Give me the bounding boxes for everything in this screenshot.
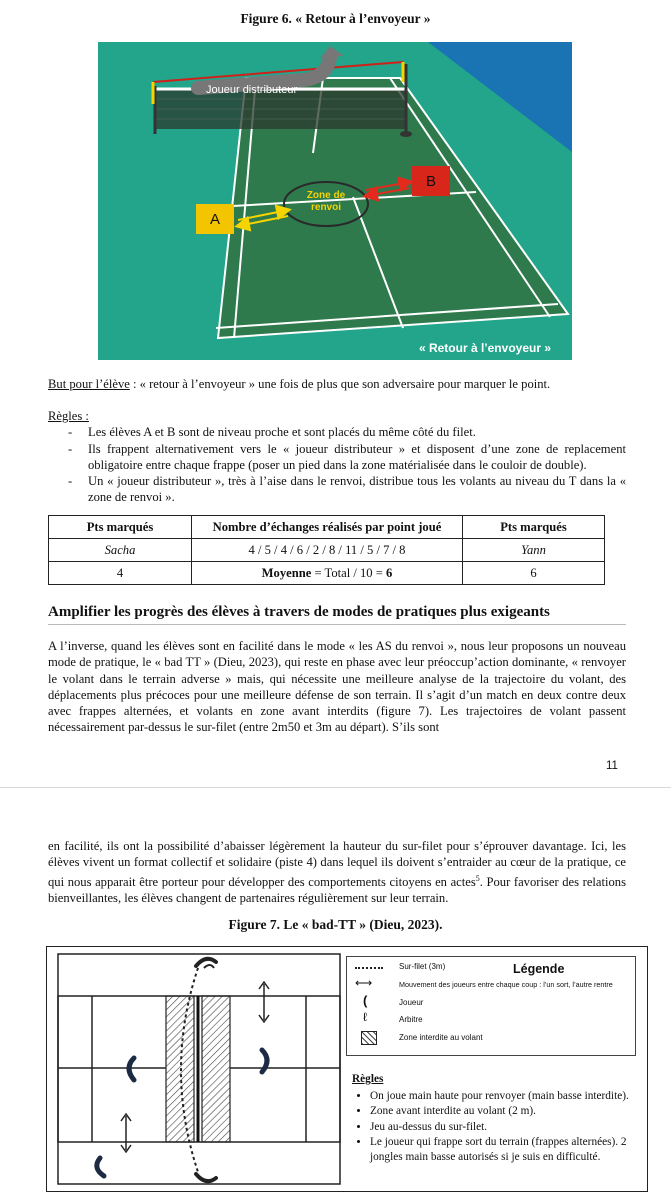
rules2-item: • Jeu au-dessus du sur-filet. (370, 1120, 638, 1135)
zone-label-1: Zone de (306, 190, 346, 201)
rules2-item: • On joue main haute pour renvoyer (main basse interdite). (370, 1089, 638, 1104)
legend-title: Légende (513, 962, 565, 976)
rule-item: - Les élèves A et B sont de niveau proche et sont placés du même côté du filet. (68, 424, 626, 440)
referee-icon: ℓ (363, 1010, 367, 1024)
player-a-label: A (209, 211, 221, 228)
rule-item: - Ils frappent alternativement vers le « joueur distributeur » et disposent d’une zone de replacement obligatoire entre chaque frappe (poser un pied dans la zone matérialisée dans le couloir de double). (68, 441, 626, 474)
average-formula: = Total / 10 = (311, 565, 387, 580)
rule-item: - Un « joueur distributeur », très à l’aise dans le renvoi, distribue tous les volants au niveau du T dans la « zone de renvoi ». (68, 473, 626, 506)
rules-list (68, 424, 626, 505)
legend-item-label: Sur-filet (3m) (399, 962, 446, 971)
player-bracket-icon: ( (363, 993, 368, 1008)
average-label: Moyenne (261, 565, 312, 580)
legend-item-label: Zone interdite au volant (399, 1033, 483, 1042)
forbidden-zone-left (166, 996, 194, 1142)
table-cell-average (192, 562, 463, 585)
rules-block (48, 408, 626, 506)
rules-label: Règles : (48, 409, 89, 423)
distributeur-label: Joueur distributeur (206, 84, 298, 96)
table-header: Pts marqués (49, 516, 192, 539)
page2-paragraph-part1: en facilité, ils ont la possibilité d’abaisser légèrement la hauteur du sur-filet pour s’éprouver davantage. Ici, les élèves vivent un format collectif et solidaire (piste 4) dans lequel ils doivent s’entraider au cœur de la pratique, ce qui nous apparait être porteur pour développer des comportements citoyens en actes (48, 839, 626, 889)
section-paragraph: A l’inverse, quand les élèves sont en facilité dans le mode « les AS du renvoi », nous leur proposons un nouveau mode de pratique, le « bad TT » (Dieu, 2023), qui reste en phase avec leur préoccup’action dominante, « renvoyer le volant dans le terrain adverse » mais, qui nécessite une meilleure analyse de la trajectoire du volant, des déplacements plus précoces pour une meilleure défense de son terrain. Il s’agit d’un match en deux contre deux avec frappes alternées, et volants en zone avant interdits (figure 7). Les trajectoires de volant passent nécessairement par-dessus le sur-filet (entre 2m50 et 3m au départ). S’ils sont (48, 639, 626, 735)
bad-tt-court-diagram (56, 950, 342, 1188)
goal-text: : « retour à l’envoyeur » une fois de plus que son adversaire pour marquer le point. (129, 377, 551, 391)
table-cell: 4 / 5 / 4 / 6 / 2 / 8 / 11 / 5 / 7 / 8 (192, 539, 463, 562)
hatched-square-icon (361, 1031, 377, 1045)
page2-paragraph (48, 838, 626, 906)
badminton-court-illustration (98, 42, 572, 360)
table-header: Nombre d’échanges réalisés par point joué (192, 516, 463, 539)
legend-item-label: Joueur (399, 998, 424, 1007)
table-header: Pts marqués (463, 516, 605, 539)
figure6-title: Figure 6. « Retour à l’envoyeur » (240, 11, 431, 26)
player-b-label: B (425, 173, 437, 190)
player-icon (129, 1058, 134, 1080)
rules2-title: Règles (352, 1073, 384, 1085)
dotted-line-icon (355, 967, 383, 969)
score-table (48, 515, 605, 585)
rules2-box (352, 1072, 638, 1166)
figure7-title: Figure 7. Le « bad-TT » (Dieu, 2023). (228, 917, 443, 932)
double-arrow-icon: ⟷ (355, 976, 373, 990)
figure6-caption: « Retour à l’envoyeur » (418, 341, 551, 355)
section-heading: Amplifier les progrès des élèves à travers de modes de pratiques plus exigeants (48, 604, 626, 625)
goal-paragraph (48, 376, 626, 392)
average-value: 6 (386, 565, 393, 580)
forbidden-zone-right (202, 996, 230, 1142)
score-table-wrapper (48, 515, 605, 585)
legend-item-label: Arbitre (399, 1015, 423, 1024)
table-cell: Sacha (49, 539, 192, 562)
referee-icon (204, 965, 214, 968)
figure7-court (56, 950, 342, 1188)
table-cell: Yann (463, 539, 605, 562)
referee-icon (196, 1174, 216, 1181)
page-break (0, 787, 671, 788)
page-number: 11 (606, 760, 618, 772)
table-cell: 6 (463, 562, 605, 585)
rules2-list (352, 1089, 638, 1165)
player-icon (262, 1050, 267, 1072)
table-cell: 4 (49, 562, 192, 585)
page2-paragraph-part2: . Pour favoriser des relations bienveillantes, les élèves changent de partenaires régulièrement sur leur terrain. (48, 874, 626, 906)
legend-box (346, 956, 636, 1056)
player-icon (97, 1158, 104, 1176)
rules2-item: • Zone avant interdite au volant (2 m). (370, 1104, 638, 1119)
figure6-image (98, 42, 572, 360)
legend-item-label: Mouvement des joueurs entre chaque coup : l’un sort, l’autre rentre (399, 980, 613, 989)
zone-label-2: renvoi (310, 202, 342, 213)
referee-icon (196, 959, 216, 966)
rules2-item: • Le joueur qui frappe sort du terrain (frappes alternées). 2 jongles main basse autorisés si je suis en difficulté. (370, 1135, 638, 1164)
footnote-ref[interactable]: 5 (475, 873, 480, 883)
goal-label: But pour l’élève (48, 377, 130, 391)
